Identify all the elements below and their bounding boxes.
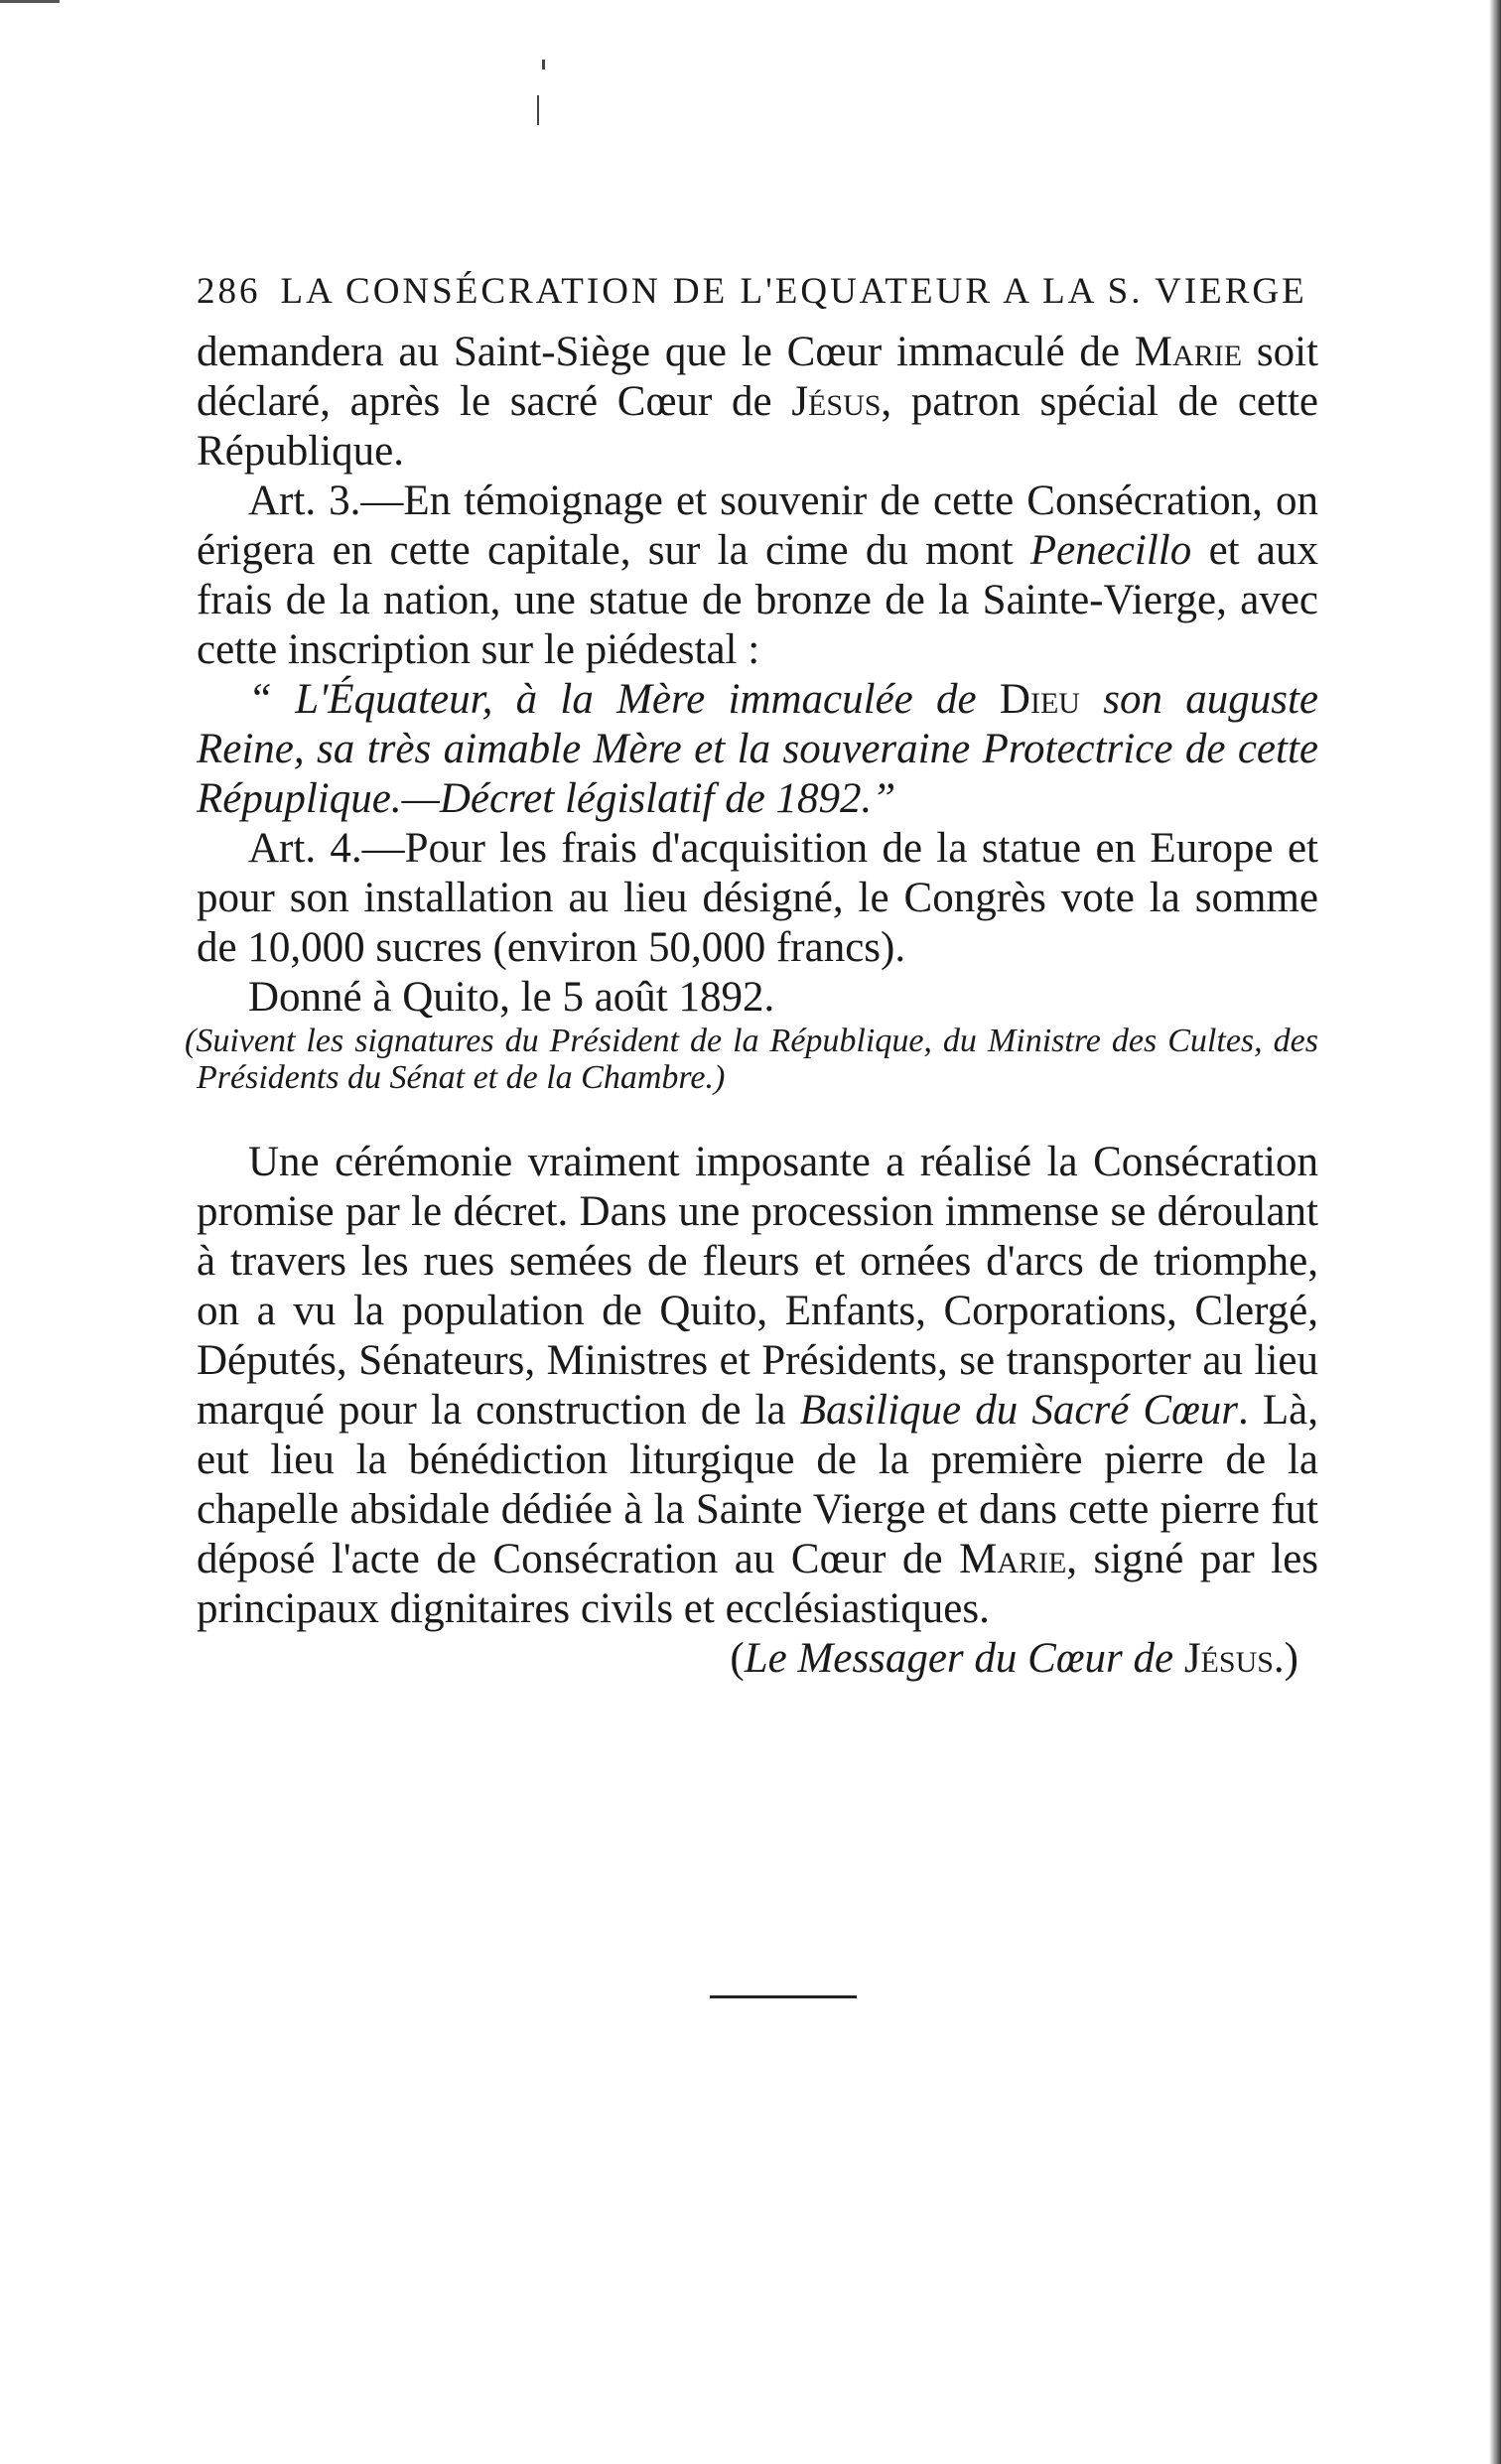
text-run: Art. 3.—En témoignage et souvenir de cette Consécration, on érigera en cette capitale, sur la cime du mont: [197, 478, 1318, 574]
running-head-title: LA CONSÉCRATION DE L'EQUATEUR A LA S. VIERGE: [280, 271, 1307, 312]
section-gap: [197, 1096, 1318, 1138]
name-jesus: Jésus: [791, 378, 882, 425]
text-run: (: [730, 1635, 745, 1682]
name-jesus: Jésus: [1173, 1635, 1274, 1682]
article-4: Art. 4.—Pour les frais d'acquisition de la statue en Europe et pour son installation au lieu désigné, le Congrès vote la somme de 10,000 sucres (environ 50,000 francs).: [197, 825, 1318, 971]
page-number: 286: [197, 271, 261, 312]
text-run: son auguste Reine, sa très aimable Mère et la souveraine Protectrice de cette Répuplique.—Décret législatif de 1892.”: [197, 676, 1319, 822]
basilique-name: Basilique du Sacré Cœur: [799, 1387, 1238, 1434]
running-head: [197, 266, 1318, 318]
text-run: , patron spécial de cette République.: [197, 378, 1318, 475]
scan-artifact-top: [0, 0, 60, 3]
given-date: Donné à Quito, le 5 août 1892.: [248, 974, 775, 1021]
text-run: “ L'Équateur, à la Mère immaculée de: [248, 676, 1000, 723]
source-citation: [197, 1634, 1318, 1684]
paragraph-continuation: [197, 328, 1318, 477]
signatures-note: (Suivent les signatures du Président de la République, du Ministre des Cultes, des Présidents du Sénat et de la Chambre.): [185, 1023, 1318, 1096]
book-page: [185, 266, 1319, 1684]
name-dieu: Dieu: [999, 676, 1080, 723]
text-run: demandera au Saint-Siège que le Cœur immaculé de: [197, 329, 1135, 375]
text-run: . Là, eut lieu la bénédiction liturgique de la première pierre de la chapelle absidale dédiée à la Sainte Vierge et dans cette pierre fut déposé l'acte de Consécration au Cœur de: [197, 1387, 1318, 1582]
text-run: Une cérémonie vraiment imposante a réalisé la Consécration promise par le décret. Dans une procession immense se déroulant à travers les rues semées de fleurs et ornées d'arcs de triomphe, on a vu la population de Quito, Enfants, Corporations, Clergé, Députés, Sénateurs, Ministres et Présidents, se transporter au lieu marqué pour la construction de la: [197, 1139, 1318, 1434]
source-work-title: Le Messager du Cœur de: [744, 1635, 1174, 1682]
inscription-quote: [197, 675, 1318, 824]
text-run: et aux frais de la nation, une statue de bronze de la Sainte-Vierge, avec cette inscription sur le piédestal :: [197, 527, 1318, 673]
scan-speck: [542, 60, 545, 69]
name-marie: Marie: [959, 1536, 1067, 1582]
scan-speck: [537, 95, 539, 125]
text-run: soit déclaré, après le sacré Cœur de: [197, 329, 1318, 425]
text-run: , signé par les principaux dignitaires civils et ecclésiastiques.: [197, 1536, 1319, 1632]
ceremony-paragraph: [197, 1138, 1318, 1634]
article-3: [197, 477, 1318, 675]
scan-edge-shadow: [1489, 0, 1501, 2464]
name-marie: Marie: [1134, 329, 1243, 375]
text-run: .): [1273, 1635, 1298, 1682]
page-body: [185, 328, 1319, 1684]
end-rule: [710, 1995, 857, 1998]
mont-name: Penecillo: [1029, 527, 1192, 574]
